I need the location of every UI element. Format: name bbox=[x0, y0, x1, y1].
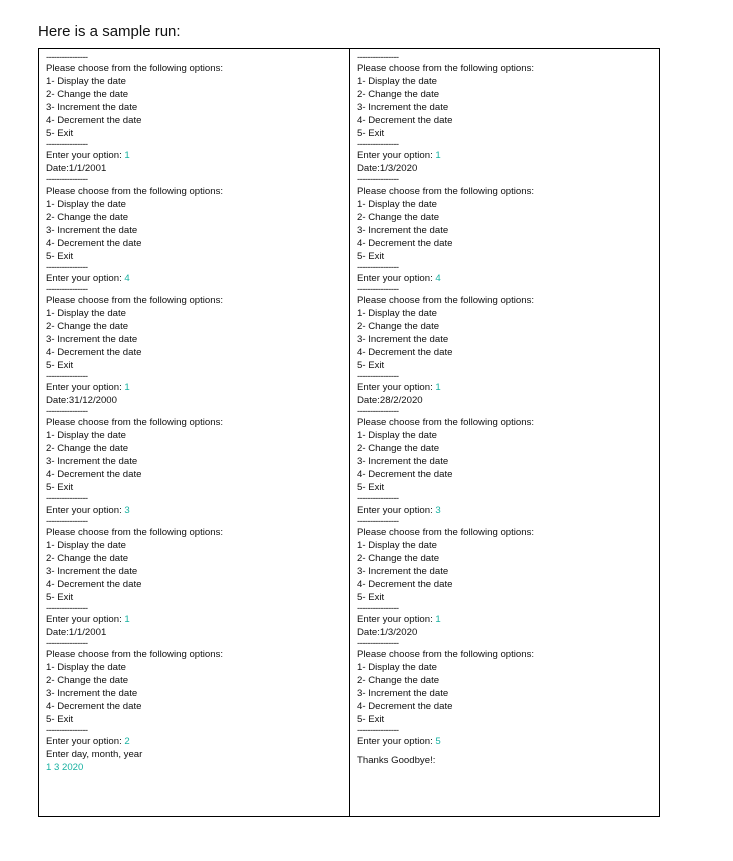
program-output: Date:1/1/2001 bbox=[46, 163, 107, 175]
menu-option: 5- Exit bbox=[46, 482, 74, 494]
menu-option: 1- Display the date bbox=[46, 662, 126, 674]
menu-option: 2- Change the date bbox=[46, 443, 129, 455]
user-input: 1 bbox=[124, 613, 130, 625]
menu-option: 1- Display the date bbox=[357, 76, 437, 88]
menu-option: 4- Decrement the date bbox=[46, 115, 142, 127]
separator-line: ---------------- bbox=[357, 726, 399, 736]
sample-run-table bbox=[38, 48, 660, 817]
prompt-label: Enter your option: bbox=[46, 150, 125, 162]
menu-option: 2- Change the date bbox=[46, 675, 129, 687]
menu-title: Please choose from the following options: bbox=[46, 63, 224, 75]
menu-title: Please choose from the following options: bbox=[357, 417, 535, 429]
option-prompt bbox=[357, 504, 659, 517]
menu-title: Please choose from the following options: bbox=[357, 294, 535, 306]
prompt-label: Enter your option: bbox=[357, 504, 436, 516]
menu-option: 3- Increment the date bbox=[46, 688, 138, 700]
menu-option: 4- Decrement the date bbox=[357, 346, 453, 358]
prompt-label: Enter your option: bbox=[357, 272, 436, 284]
user-input: 1 bbox=[435, 382, 441, 394]
menu-title: Please choose from the following options: bbox=[46, 649, 224, 661]
menu-title: Please choose from the following options: bbox=[357, 649, 535, 661]
menu-option: 4- Decrement the date bbox=[46, 237, 142, 249]
menu-title: Please choose from the following options: bbox=[46, 294, 224, 306]
menu-option: 3- Increment the date bbox=[46, 333, 138, 345]
menu-option: 3- Increment the date bbox=[357, 102, 449, 114]
menu-option: 5- Exit bbox=[357, 482, 385, 494]
menu-option: 5- Exit bbox=[357, 714, 385, 726]
menu-option: 5- Exit bbox=[357, 128, 385, 140]
menu-option: 1- Display the date bbox=[46, 539, 126, 551]
option-prompt bbox=[357, 149, 659, 162]
menu-option: 1- Display the date bbox=[46, 430, 126, 442]
separator-line: ---------------- bbox=[46, 262, 88, 272]
user-input: 1 3 2020 bbox=[46, 762, 84, 774]
menu-option: 4- Decrement the date bbox=[357, 578, 453, 590]
menu-option: 2- Change the date bbox=[46, 320, 129, 332]
menu-option: 4- Decrement the date bbox=[46, 578, 142, 590]
separator-line: ---------------- bbox=[46, 407, 88, 417]
separator-line: ---------------- bbox=[46, 175, 88, 185]
option-prompt bbox=[357, 381, 659, 394]
menu-title: Please choose from the following options: bbox=[46, 185, 224, 197]
menu-option: 4- Decrement the date bbox=[46, 346, 142, 358]
prompt-label: Enter your option: bbox=[46, 736, 125, 748]
separator-line: ---------------- bbox=[357, 603, 399, 613]
menu-option: 4- Decrement the date bbox=[357, 701, 453, 713]
menu-option: 3- Increment the date bbox=[46, 565, 138, 577]
user-input-line bbox=[46, 761, 349, 774]
separator-line: ---------------- bbox=[46, 726, 88, 736]
menu-option: 2- Change the date bbox=[357, 89, 440, 101]
user-input: 5 bbox=[435, 736, 441, 748]
prompt-label: Enter your option: bbox=[357, 736, 436, 748]
menu-option: 3- Increment the date bbox=[357, 565, 449, 577]
user-input: 1 bbox=[435, 613, 441, 625]
separator-line: ---------------- bbox=[46, 603, 88, 613]
menu-option: 5- Exit bbox=[357, 359, 385, 371]
option-prompt bbox=[46, 149, 349, 162]
separator-line: ---------------- bbox=[357, 638, 399, 649]
option-prompt bbox=[357, 735, 659, 748]
program-output: Date:1/3/2020 bbox=[357, 163, 418, 175]
menu-option: 5- Exit bbox=[46, 359, 74, 371]
prompt-label: Enter your option: bbox=[357, 613, 436, 625]
menu-option: 2- Change the date bbox=[357, 211, 440, 223]
menu-option: 2- Change the date bbox=[357, 443, 440, 455]
prompt-label: Enter your option: bbox=[357, 382, 436, 394]
menu-option: 3- Increment the date bbox=[357, 456, 449, 468]
menu-option: 2- Change the date bbox=[357, 320, 440, 332]
separator-line: ---------------- bbox=[357, 516, 399, 526]
separator-line: ---------------- bbox=[357, 284, 399, 294]
menu-option: 1- Display the date bbox=[357, 539, 437, 551]
menu-option: 4- Decrement the date bbox=[357, 469, 453, 481]
separator-line: ---------------- bbox=[46, 638, 88, 649]
menu-option: 3- Increment the date bbox=[46, 224, 138, 236]
menu-option: 2- Change the date bbox=[46, 211, 129, 223]
menu-title: Please choose from the following options: bbox=[357, 185, 535, 197]
user-input: 1 bbox=[435, 150, 441, 162]
page-heading: Here is a sample run: bbox=[38, 23, 181, 40]
farewell-message: Thanks Goodbye!: bbox=[357, 755, 436, 767]
menu-option: 1- Display the date bbox=[357, 662, 437, 674]
menu-option: 4- Decrement the date bbox=[357, 237, 453, 249]
menu-title: Please choose from the following options: bbox=[46, 526, 224, 538]
menu-option: 2- Change the date bbox=[357, 675, 440, 687]
menu-option: 5- Exit bbox=[46, 591, 74, 603]
user-input: 3 bbox=[435, 504, 441, 516]
separator-line: ---------------- bbox=[357, 494, 399, 504]
program-output: Date:1/1/2001 bbox=[46, 626, 107, 638]
menu-option: 1- Display the date bbox=[357, 198, 437, 210]
menu-option: 1- Display the date bbox=[46, 76, 126, 88]
user-input: 2 bbox=[124, 736, 130, 748]
option-prompt bbox=[357, 272, 659, 285]
option-prompt bbox=[46, 613, 349, 626]
separator-line: ---------------- bbox=[46, 140, 88, 150]
menu-title: Please choose from the following options: bbox=[357, 526, 535, 538]
option-prompt bbox=[46, 272, 349, 285]
menu-option: 5- Exit bbox=[46, 128, 74, 140]
menu-option: 3- Increment the date bbox=[357, 224, 449, 236]
prompt-label: Enter your option: bbox=[46, 613, 125, 625]
menu-title: Please choose from the following options: bbox=[46, 417, 224, 429]
separator-line: ---------------- bbox=[357, 53, 399, 63]
program-output: Enter day, month, year bbox=[46, 749, 143, 761]
sample-run-column bbox=[39, 49, 349, 816]
separator-line: ---------------- bbox=[357, 262, 399, 272]
menu-option: 4- Decrement the date bbox=[357, 115, 453, 127]
separator-line: ---------------- bbox=[46, 371, 88, 382]
sample-run-column bbox=[349, 49, 659, 816]
prompt-label: Enter your option: bbox=[46, 382, 125, 394]
program-output: Date:31/12/2000 bbox=[46, 395, 117, 407]
program-output: Date:28/2/2020 bbox=[357, 395, 423, 407]
separator-line: ---------------- bbox=[357, 407, 399, 417]
separator-line: ---------------- bbox=[46, 284, 88, 294]
prompt-label: Enter your option: bbox=[357, 150, 436, 162]
program-output: Date:1/3/2020 bbox=[357, 626, 418, 638]
menu-option: 1- Display the date bbox=[46, 198, 126, 210]
menu-option: 3- Increment the date bbox=[46, 456, 138, 468]
menu-option: 5- Exit bbox=[357, 591, 385, 603]
option-prompt bbox=[46, 381, 349, 394]
menu-option: 4- Decrement the date bbox=[46, 469, 142, 481]
user-input: 1 bbox=[124, 150, 130, 162]
menu-title: Please choose from the following options: bbox=[357, 63, 535, 75]
user-input: 3 bbox=[124, 504, 130, 516]
separator-line: ---------------- bbox=[357, 140, 399, 150]
menu-option: 3- Increment the date bbox=[357, 333, 449, 345]
option-prompt bbox=[46, 504, 349, 517]
separator-line: ---------------- bbox=[46, 494, 88, 504]
menu-option: 4- Decrement the date bbox=[46, 701, 142, 713]
user-input: 4 bbox=[124, 272, 130, 284]
menu-option: 2- Change the date bbox=[46, 89, 129, 101]
option-prompt bbox=[357, 613, 659, 626]
menu-option: 2- Change the date bbox=[46, 552, 129, 564]
prompt-label: Enter your option: bbox=[46, 504, 125, 516]
menu-option: 3- Increment the date bbox=[357, 688, 449, 700]
menu-option: 3- Increment the date bbox=[46, 102, 138, 114]
menu-option: 5- Exit bbox=[46, 714, 74, 726]
prompt-label: Enter your option: bbox=[46, 272, 125, 284]
separator-line: ---------------- bbox=[46, 53, 88, 63]
separator-line: ---------------- bbox=[357, 371, 399, 382]
user-input: 4 bbox=[435, 272, 441, 284]
menu-option: 5- Exit bbox=[46, 250, 74, 262]
separator-line: ---------------- bbox=[357, 175, 399, 185]
user-input: 1 bbox=[124, 382, 130, 394]
menu-option: 1- Display the date bbox=[357, 307, 437, 319]
menu-option: 5- Exit bbox=[357, 250, 385, 262]
option-prompt bbox=[46, 735, 349, 748]
menu-option: 2- Change the date bbox=[357, 552, 440, 564]
menu-option: 1- Display the date bbox=[46, 307, 126, 319]
menu-option: 1- Display the date bbox=[357, 430, 437, 442]
separator-line: ---------------- bbox=[46, 516, 88, 526]
